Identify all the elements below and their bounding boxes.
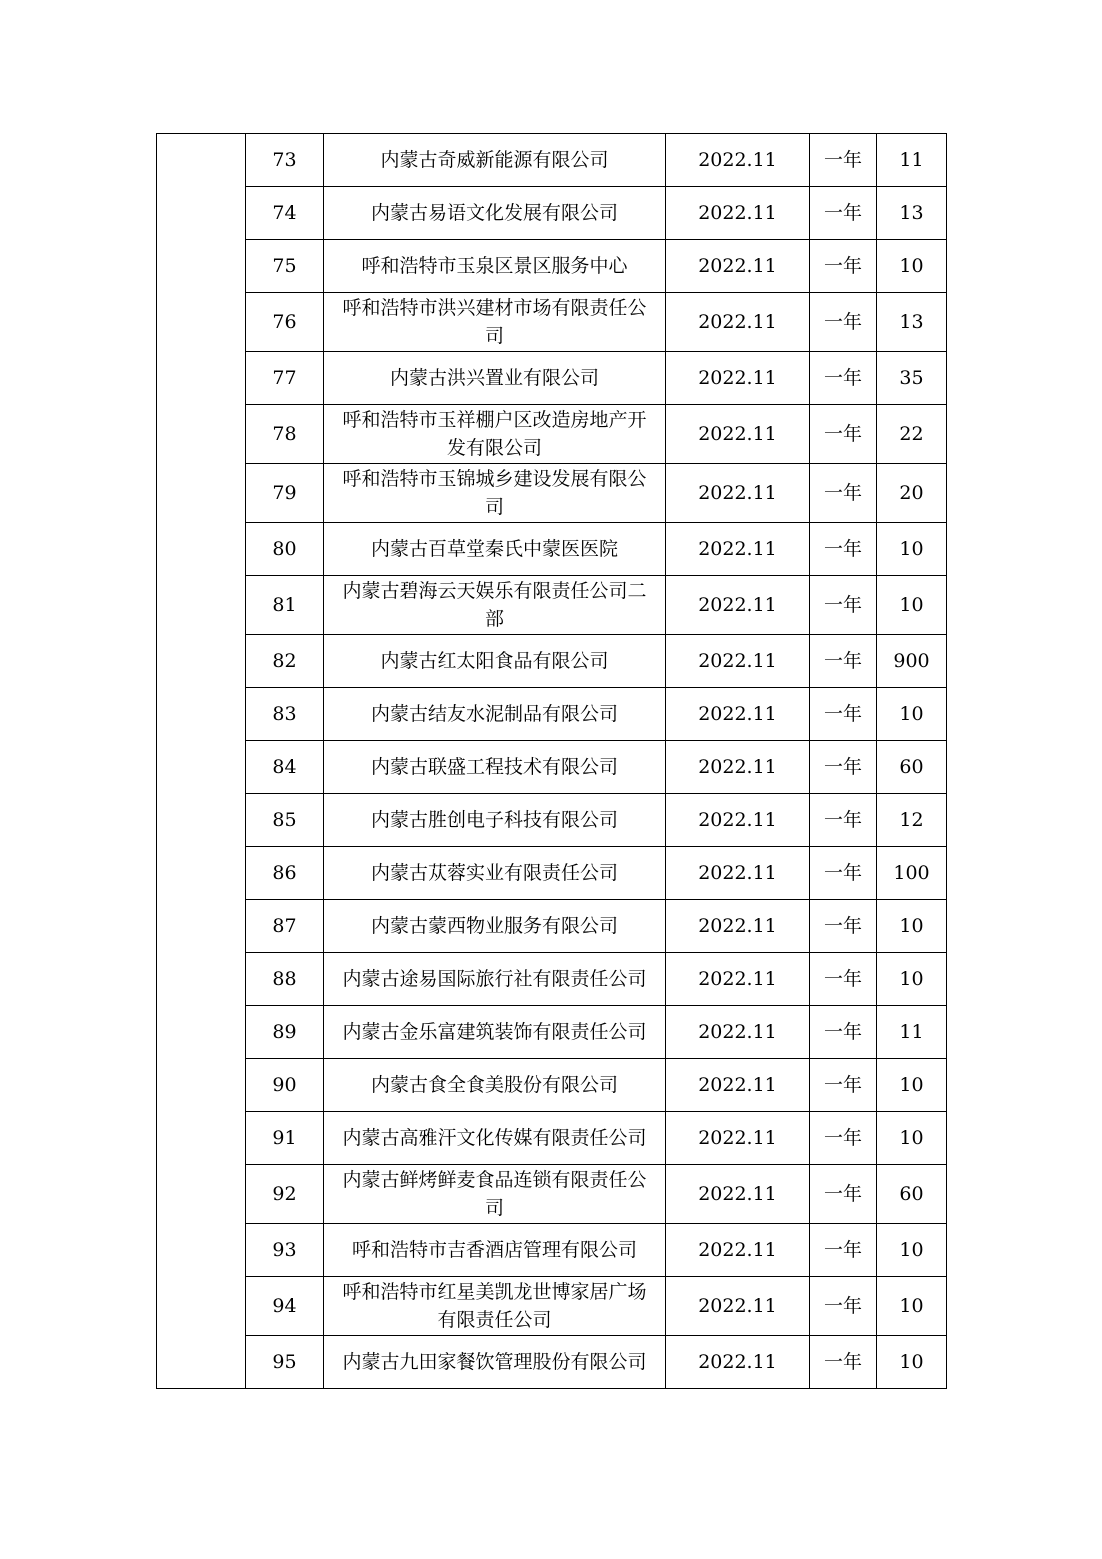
category-cell-merged (157, 134, 246, 1389)
term-cell: 一年 (810, 1277, 877, 1336)
amount-cell: 13 (877, 187, 947, 240)
amount-cell: 60 (877, 741, 947, 794)
term-cell: 一年 (810, 464, 877, 523)
term-cell: 一年 (810, 405, 877, 464)
term-cell: 一年 (810, 576, 877, 635)
amount-cell: 10 (877, 576, 947, 635)
date-cell: 2022.11 (666, 187, 810, 240)
amount-cell: 11 (877, 1006, 947, 1059)
row-number-cell: 92 (246, 1165, 324, 1224)
term-cell: 一年 (810, 794, 877, 847)
table-body (157, 134, 947, 1389)
company-name-cell: 呼和浩特市洪兴建材市场有限责任公司 (324, 293, 666, 352)
term-cell: 一年 (810, 1006, 877, 1059)
table-row (157, 1112, 947, 1165)
table-row (157, 900, 947, 953)
company-name-cell: 呼和浩特市玉锦城乡建设发展有限公司 (324, 464, 666, 523)
amount-cell: 10 (877, 1336, 947, 1389)
date-cell: 2022.11 (666, 1006, 810, 1059)
company-name-cell: 呼和浩特市吉香酒店管理有限公司 (324, 1224, 666, 1277)
amount-cell: 10 (877, 240, 947, 293)
term-cell: 一年 (810, 1336, 877, 1389)
table-row (157, 576, 947, 635)
table-row (157, 464, 947, 523)
row-number-cell: 77 (246, 352, 324, 405)
date-cell: 2022.11 (666, 1224, 810, 1277)
company-name-cell: 内蒙古胜创电子科技有限公司 (324, 794, 666, 847)
row-number-cell: 74 (246, 187, 324, 240)
row-number-cell: 87 (246, 900, 324, 953)
date-cell: 2022.11 (666, 523, 810, 576)
amount-cell: 10 (877, 953, 947, 1006)
table-row (157, 794, 947, 847)
date-cell: 2022.11 (666, 352, 810, 405)
date-cell: 2022.11 (666, 794, 810, 847)
table-row (157, 352, 947, 405)
date-cell: 2022.11 (666, 1277, 810, 1336)
term-cell: 一年 (810, 523, 877, 576)
date-cell: 2022.11 (666, 405, 810, 464)
row-number-cell: 75 (246, 240, 324, 293)
term-cell: 一年 (810, 741, 877, 794)
row-number-cell: 80 (246, 523, 324, 576)
amount-cell: 10 (877, 688, 947, 741)
row-number-cell: 76 (246, 293, 324, 352)
amount-cell: 60 (877, 1165, 947, 1224)
row-number-cell: 86 (246, 847, 324, 900)
table-row (157, 1006, 947, 1059)
company-name-cell: 内蒙古联盛工程技术有限公司 (324, 741, 666, 794)
company-name-cell: 呼和浩特市红星美凯龙世博家居广场有限责任公司 (324, 1277, 666, 1336)
date-cell: 2022.11 (666, 1059, 810, 1112)
company-name-cell: 内蒙古食全食美股份有限公司 (324, 1059, 666, 1112)
company-name-cell: 呼和浩特市玉泉区景区服务中心 (324, 240, 666, 293)
term-cell: 一年 (810, 293, 877, 352)
company-name-cell: 内蒙古苁蓉实业有限责任公司 (324, 847, 666, 900)
date-cell: 2022.11 (666, 464, 810, 523)
row-number-cell: 82 (246, 635, 324, 688)
term-cell: 一年 (810, 688, 877, 741)
amount-cell: 900 (877, 635, 947, 688)
term-cell: 一年 (810, 635, 877, 688)
date-cell: 2022.11 (666, 953, 810, 1006)
amount-cell: 12 (877, 794, 947, 847)
date-cell: 2022.11 (666, 1165, 810, 1224)
date-cell: 2022.11 (666, 741, 810, 794)
table-row (157, 1165, 947, 1224)
table-row (157, 1224, 947, 1277)
table-row (157, 635, 947, 688)
term-cell: 一年 (810, 1165, 877, 1224)
date-cell: 2022.11 (666, 635, 810, 688)
amount-cell: 10 (877, 900, 947, 953)
row-number-cell: 78 (246, 405, 324, 464)
date-cell: 2022.11 (666, 847, 810, 900)
term-cell: 一年 (810, 953, 877, 1006)
company-name-cell: 呼和浩特市玉祥棚户区改造房地产开发有限公司 (324, 405, 666, 464)
company-name-cell: 内蒙古百草堂秦氏中蒙医医院 (324, 523, 666, 576)
company-list-table (156, 133, 947, 1389)
term-cell: 一年 (810, 1059, 877, 1112)
company-name-cell: 内蒙古鲜烤鲜麦食品连锁有限责任公司 (324, 1165, 666, 1224)
date-cell: 2022.11 (666, 293, 810, 352)
row-number-cell: 89 (246, 1006, 324, 1059)
table-row (157, 134, 947, 187)
company-name-cell: 内蒙古蒙西物业服务有限公司 (324, 900, 666, 953)
company-name-cell: 内蒙古结友水泥制品有限公司 (324, 688, 666, 741)
table-row (157, 741, 947, 794)
date-cell: 2022.11 (666, 1112, 810, 1165)
row-number-cell: 90 (246, 1059, 324, 1112)
amount-cell: 11 (877, 134, 947, 187)
table-row (157, 847, 947, 900)
company-name-cell: 内蒙古金乐富建筑装饰有限责任公司 (324, 1006, 666, 1059)
term-cell: 一年 (810, 1112, 877, 1165)
amount-cell: 20 (877, 464, 947, 523)
row-number-cell: 85 (246, 794, 324, 847)
company-name-cell: 内蒙古洪兴置业有限公司 (324, 352, 666, 405)
term-cell: 一年 (810, 900, 877, 953)
term-cell: 一年 (810, 134, 877, 187)
amount-cell: 10 (877, 523, 947, 576)
date-cell: 2022.11 (666, 1336, 810, 1389)
table-row (157, 953, 947, 1006)
table-row (157, 1059, 947, 1112)
amount-cell: 35 (877, 352, 947, 405)
company-name-cell: 内蒙古九田家餐饮管理股份有限公司 (324, 1336, 666, 1389)
date-cell: 2022.11 (666, 688, 810, 741)
company-name-cell: 内蒙古高雅汗文化传媒有限责任公司 (324, 1112, 666, 1165)
row-number-cell: 94 (246, 1277, 324, 1336)
term-cell: 一年 (810, 847, 877, 900)
row-number-cell: 91 (246, 1112, 324, 1165)
company-name-cell: 内蒙古易语文化发展有限公司 (324, 187, 666, 240)
table-row (157, 1277, 947, 1336)
table-row (157, 688, 947, 741)
company-name-cell: 内蒙古碧海云天娱乐有限责任公司二部 (324, 576, 666, 635)
date-cell: 2022.11 (666, 576, 810, 635)
table-row (157, 523, 947, 576)
row-number-cell: 88 (246, 953, 324, 1006)
company-name-cell: 内蒙古红太阳食品有限公司 (324, 635, 666, 688)
date-cell: 2022.11 (666, 240, 810, 293)
date-cell: 2022.11 (666, 900, 810, 953)
amount-cell: 10 (877, 1277, 947, 1336)
term-cell: 一年 (810, 187, 877, 240)
term-cell: 一年 (810, 352, 877, 405)
table-row (157, 1336, 947, 1389)
date-cell: 2022.11 (666, 134, 810, 187)
row-number-cell: 84 (246, 741, 324, 794)
amount-cell: 13 (877, 293, 947, 352)
row-number-cell: 95 (246, 1336, 324, 1389)
company-name-cell: 内蒙古途易国际旅行社有限责任公司 (324, 953, 666, 1006)
row-number-cell: 79 (246, 464, 324, 523)
amount-cell: 10 (877, 1224, 947, 1277)
amount-cell: 100 (877, 847, 947, 900)
table-row (157, 405, 947, 464)
amount-cell: 10 (877, 1059, 947, 1112)
table-row (157, 187, 947, 240)
table-row (157, 240, 947, 293)
amount-cell: 10 (877, 1112, 947, 1165)
row-number-cell: 93 (246, 1224, 324, 1277)
amount-cell: 22 (877, 405, 947, 464)
row-number-cell: 73 (246, 134, 324, 187)
row-number-cell: 81 (246, 576, 324, 635)
company-name-cell: 内蒙古奇威新能源有限公司 (324, 134, 666, 187)
table-row (157, 293, 947, 352)
term-cell: 一年 (810, 240, 877, 293)
term-cell: 一年 (810, 1224, 877, 1277)
row-number-cell: 83 (246, 688, 324, 741)
